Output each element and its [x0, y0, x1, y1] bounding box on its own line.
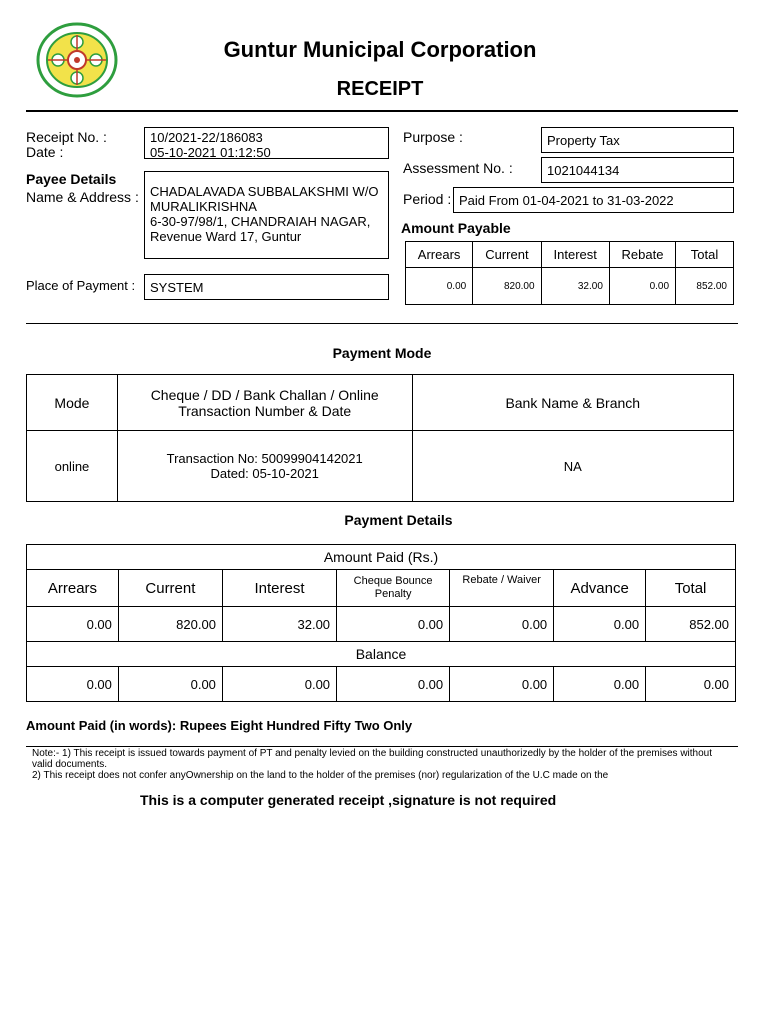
paid-cell: 852.00	[646, 607, 736, 642]
balance-cell: 0.00	[646, 667, 736, 702]
balance-cell: 0.00	[554, 667, 646, 702]
name-address-label: Name & Address :	[26, 189, 139, 205]
header-interest: Interest	[222, 570, 336, 607]
table-row	[27, 667, 736, 702]
address-line: MURALIKRISHNA	[150, 199, 257, 214]
paid-cell: 0.00	[450, 607, 554, 642]
cell-bank: NA	[412, 431, 733, 502]
cell-rebate: 0.00	[609, 268, 675, 305]
amount-in-words: Amount Paid (in words): Rupees Eight Hundred Fifty Two Only	[26, 718, 413, 733]
header-advance: Advance	[554, 570, 646, 607]
note-line: 2) This receipt does not confer anyOwnership on the land to the holder of the premises (nor) regularization of the U.C made on the	[32, 770, 609, 781]
assessment-value: 1021044134	[541, 157, 734, 183]
paid-cell: 0.00	[27, 607, 119, 642]
payment-details-table	[26, 544, 736, 702]
note-line: valid documents.	[32, 759, 108, 770]
balance-cell: 0.00	[118, 667, 222, 702]
note	[32, 748, 742, 781]
table-row	[27, 545, 736, 570]
receipt-no-value: 10/2021-22/186083	[150, 130, 263, 145]
table-row	[406, 242, 734, 268]
amount-payable-heading: Amount Payable	[401, 220, 511, 236]
name-address-box	[144, 171, 389, 259]
transaction-line: Transaction No: 50099904142021	[166, 451, 363, 466]
payee-heading: Payee Details	[26, 171, 117, 187]
cell-arrears: 0.00	[406, 268, 473, 305]
amount-paid-heading: Amount Paid (Rs.)	[27, 545, 736, 570]
penalty-line: Penalty	[374, 588, 412, 600]
payment-mode-table	[26, 374, 734, 502]
header-bank: Bank Name & Branch	[412, 375, 733, 431]
period-value: Paid From 01-04-2021 to 31-03-2022	[453, 187, 734, 213]
balance-cell: 0.00	[222, 667, 336, 702]
table-row	[27, 570, 736, 607]
payment-mode-heading: Payment Mode	[332, 345, 432, 361]
header-current: Current	[473, 242, 541, 268]
section-divider	[26, 323, 738, 324]
note-line: Note:- 1) This receipt is issued towards payment of PT and penalty levied on the building constructed unauthorizedly by the holder of the premises without	[32, 748, 713, 759]
place-label: Place of Payment :	[26, 278, 136, 293]
header-transaction	[117, 375, 412, 431]
receipt-no-label: Receipt No. :	[26, 129, 107, 145]
receipt-no-date-box	[144, 127, 389, 159]
header-divider	[26, 110, 738, 112]
date-label: Date :	[26, 144, 64, 160]
computer-generated-note: This is a computer generated receipt ,signature is not required	[140, 792, 557, 808]
header-total: Total	[676, 242, 734, 268]
amount-payable-table	[405, 241, 734, 305]
assessment-label: Assessment No. :	[403, 160, 513, 176]
balance-heading: Balance	[27, 642, 736, 667]
purpose-label: Purpose :	[403, 129, 463, 145]
address-line: CHADALAVADA SUBBALAKSHMI W/O	[150, 184, 379, 199]
table-row	[27, 607, 736, 642]
cell-interest: 32.00	[541, 268, 609, 305]
org-name: Guntur Municipal Corporation	[223, 37, 537, 62]
transaction-line: Dated: 05-10-2021	[210, 466, 319, 481]
table-row	[27, 642, 736, 667]
date-value: 05-10-2021 01:12:50	[150, 145, 271, 160]
header-penalty	[337, 570, 450, 607]
address-line: Revenue Ward 17, Guntur	[150, 229, 302, 244]
cell-mode: online	[27, 431, 118, 502]
header-arrears: Arrears	[406, 242, 473, 268]
header-interest: Interest	[541, 242, 609, 268]
paid-cell: 32.00	[222, 607, 336, 642]
balance-cell: 0.00	[337, 667, 450, 702]
paid-cell: 820.00	[118, 607, 222, 642]
cell-total: 852.00	[676, 268, 734, 305]
paid-cell: 0.00	[554, 607, 646, 642]
period-label: Period :	[403, 191, 452, 207]
header-transaction-line: Transaction Number & Date	[178, 402, 352, 419]
table-row	[27, 375, 734, 431]
balance-cell: 0.00	[27, 667, 119, 702]
purpose-value: Property Tax	[541, 127, 734, 153]
header-rebate: Rebate	[609, 242, 675, 268]
header-mode: Mode	[27, 375, 118, 431]
cell-transaction	[117, 431, 412, 502]
logo	[36, 22, 118, 98]
header-total: Total	[646, 570, 736, 607]
address-line: 6-30-97/98/1, CHANDRAIAH NAGAR,	[150, 214, 371, 229]
table-row	[406, 268, 734, 305]
penalty-line: Cheque Bounce	[353, 575, 433, 587]
header-rebate: Rebate / Waiver	[450, 570, 554, 607]
header-current: Current	[118, 570, 222, 607]
payment-details-heading: Payment Details	[344, 512, 453, 528]
emblem-icon	[36, 22, 118, 98]
cell-current: 820.00	[473, 268, 541, 305]
balance-cell: 0.00	[450, 667, 554, 702]
place-value: SYSTEM	[144, 274, 389, 300]
paid-cell: 0.00	[337, 607, 450, 642]
table-row	[27, 431, 734, 502]
header-transaction-line: Cheque / DD / Bank Challan / Online	[150, 386, 379, 403]
header-arrears: Arrears	[27, 570, 119, 607]
doc-title: RECEIPT	[336, 78, 424, 100]
note-divider	[26, 746, 738, 747]
